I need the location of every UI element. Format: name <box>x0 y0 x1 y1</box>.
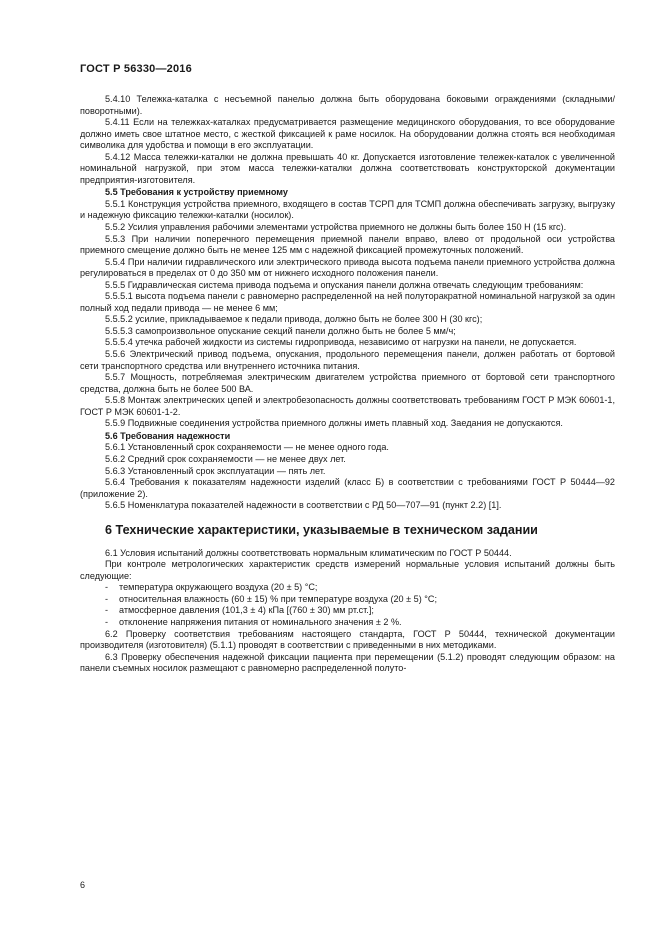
list-item-text: относительная влажность (60 ± 15) % при температуре воздуха (20 ± 5) °С; <box>119 593 437 604</box>
list-item-text: температура окружающего воздуха (20 ± 5) °С; <box>119 582 318 593</box>
paragraph: 5.5.5.4 утечка рабочей жидкости из системы гидропривода, независимо от нагрузки на панели, не допускается. <box>105 337 577 348</box>
list-marker: - <box>105 605 109 616</box>
list-item <box>80 605 615 617</box>
paragraph: 5.5.8 Монтаж электрических цепей и электробезопасность должны соответствовать требованиям ГОСТ Р МЭК 60601-1, ГОСТ Р МЭК 60601-1-2. <box>80 395 615 417</box>
document-body <box>80 94 615 675</box>
paragraph: 5.5.7 Мощность, потребляемая электрическим двигателем устройства приемного от бортовой сети транспортного средства, должна быть не более 500 ВА. <box>80 372 615 394</box>
list-marker: - <box>105 582 109 593</box>
paragraph: 5.5.5.3 самопроизвольное опускание секций панели должно быть не более 5 мм/ч; <box>105 325 456 336</box>
list-marker: - <box>105 593 109 604</box>
paragraph: 5.6.2 Средний срок сохраняемости — не менее двух лет. <box>105 453 346 464</box>
paragraph: 5.5.4 При наличии гидравлического или электрического привода высота подъема панели приемного устройства должна регулироваться в пределах от 0 до 350 мм от нижнего исходного положения панели. <box>80 256 615 279</box>
list-item <box>80 617 615 629</box>
page-number: 6 <box>80 880 86 890</box>
paragraph: 5.6.3 Установленный срок эксплуатации — пять лет. <box>105 465 326 476</box>
list-marker: - <box>105 616 109 627</box>
section-heading: 6 Технические характеристики, указываемые в техническом задании <box>105 522 538 537</box>
paragraph: 5.6.5 Номенклатура показателей надежности в соответствии с РД 50—707—91 (пункт 2.2) [1]. <box>105 500 502 511</box>
list-item <box>80 582 615 594</box>
paragraph: 5.5.5.1 высота подъема панели с равномерно распределенной на ней полуторакратной номинальной нагрузкой за один полный ход педали привода — не менее 6 мм; <box>80 291 615 313</box>
subsection-heading: 5.5 Требования к устройству приемному <box>105 187 288 198</box>
list-item-text: отклонение напряжения питания от номинального значения ± 2 %. <box>119 616 402 627</box>
paragraph: 5.5.6 Электрический привод подъема, опускания, продольного перемещения панели, должен работать от бортовой сети транспортного средства или внутреннего источника питания. <box>80 349 615 371</box>
paragraph: 6.2 Проверку соответствия требованиям настоящего стандарта, ГОСТ Р 50444, технической документации производителя (изготовителя) (5.1.1) проводят в соответствии с приведенными в них методиками. <box>80 628 615 651</box>
paragraph: 5.5.5.2 усилие, прикладываемое к педали привода, должно быть не более 300 Н (30 кгс); <box>105 314 483 325</box>
paragraph: 5.4.11 Если на тележках-каталках предусматривается размещение медицинского оборудования, то все оборудование должно иметь свое штатное место, с жесткой фиксацией к раме носилок. На оборудовании должна стоять вся необходимая символика для удобства и помощи в его эксплуатации. <box>80 117 615 151</box>
subsection-heading: 5.6 Требования надежности <box>105 430 231 441</box>
paragraph: 5.5.5 Гидравлическая система привода подъема и опускания панели должна отвечать следующим требованиям: <box>105 279 584 290</box>
document-header: ГОСТ Р 56330—2016 <box>80 63 192 75</box>
paragraph: 5.5.9 Подвижные соединения устройства приемного должны иметь плавный ход. Заедания не допускаются. <box>105 418 563 429</box>
list-item-text: атмосферное давления (101,3 ± 4) кПа [(760 ± 30) мм рт.ст.]; <box>119 605 374 616</box>
paragraph: 5.6.1 Установленный срок сохраняемости — не менее одного года. <box>105 442 389 453</box>
paragraph: 5.5.2 Усилия управления рабочими элементами устройства приемного не должны быть более 150 Н (15 кгс). <box>105 222 567 233</box>
paragraph: 6.1 Условия испытаний должны соответствовать нормальным климатическим по ГОСТ Р 50444. <box>105 547 512 558</box>
paragraph: 5.4.10 Тележка-каталка с несъемной панелью должна быть оборудована боковыми ограждениями (складными/ поворотными). <box>80 94 615 116</box>
list-item <box>80 594 615 606</box>
paragraph: 5.5.3 При наличии поперечного перемещения приемной панели вправо, влево от продольной оси устройства приемного смещение должно быть не менее 125 мм с надежной фиксацией промежуточных положений. <box>80 233 615 256</box>
paragraph: 5.4.12 Масса тележки-каталки не должна превышать 40 кг. Допускается изготовление тележек-каталок с увеличенной номинальной нагрузкой, при этом масса тележки-каталки должна соответствовать конструкторской документации предприятия-изготовителя. <box>80 151 615 185</box>
paragraph: При контроле метрологических характеристик средств измерений нормальные условия испытаний должны быть следующие: <box>80 559 615 581</box>
paragraph: 5.5.1 Конструкция устройства приемного, входящего в состав ТСРП для ТСМП должна обеспечивать загрузку, выгрузку и надежную фиксацию тележки-каталки (носилок). <box>80 198 615 221</box>
paragraph: 5.6.4 Требования к показателям надежности изделий (класс Б) в соответствии с требованиями ГОСТ Р 50444—92 (приложение 2). <box>80 477 615 499</box>
paragraph: 6.3 Проверку обеспечения надежной фиксации пациента при перемещении (5.1.2) проводят следующим образом: на панели съемных носилок размещают с равномерно распределенной полуто- <box>80 651 615 674</box>
